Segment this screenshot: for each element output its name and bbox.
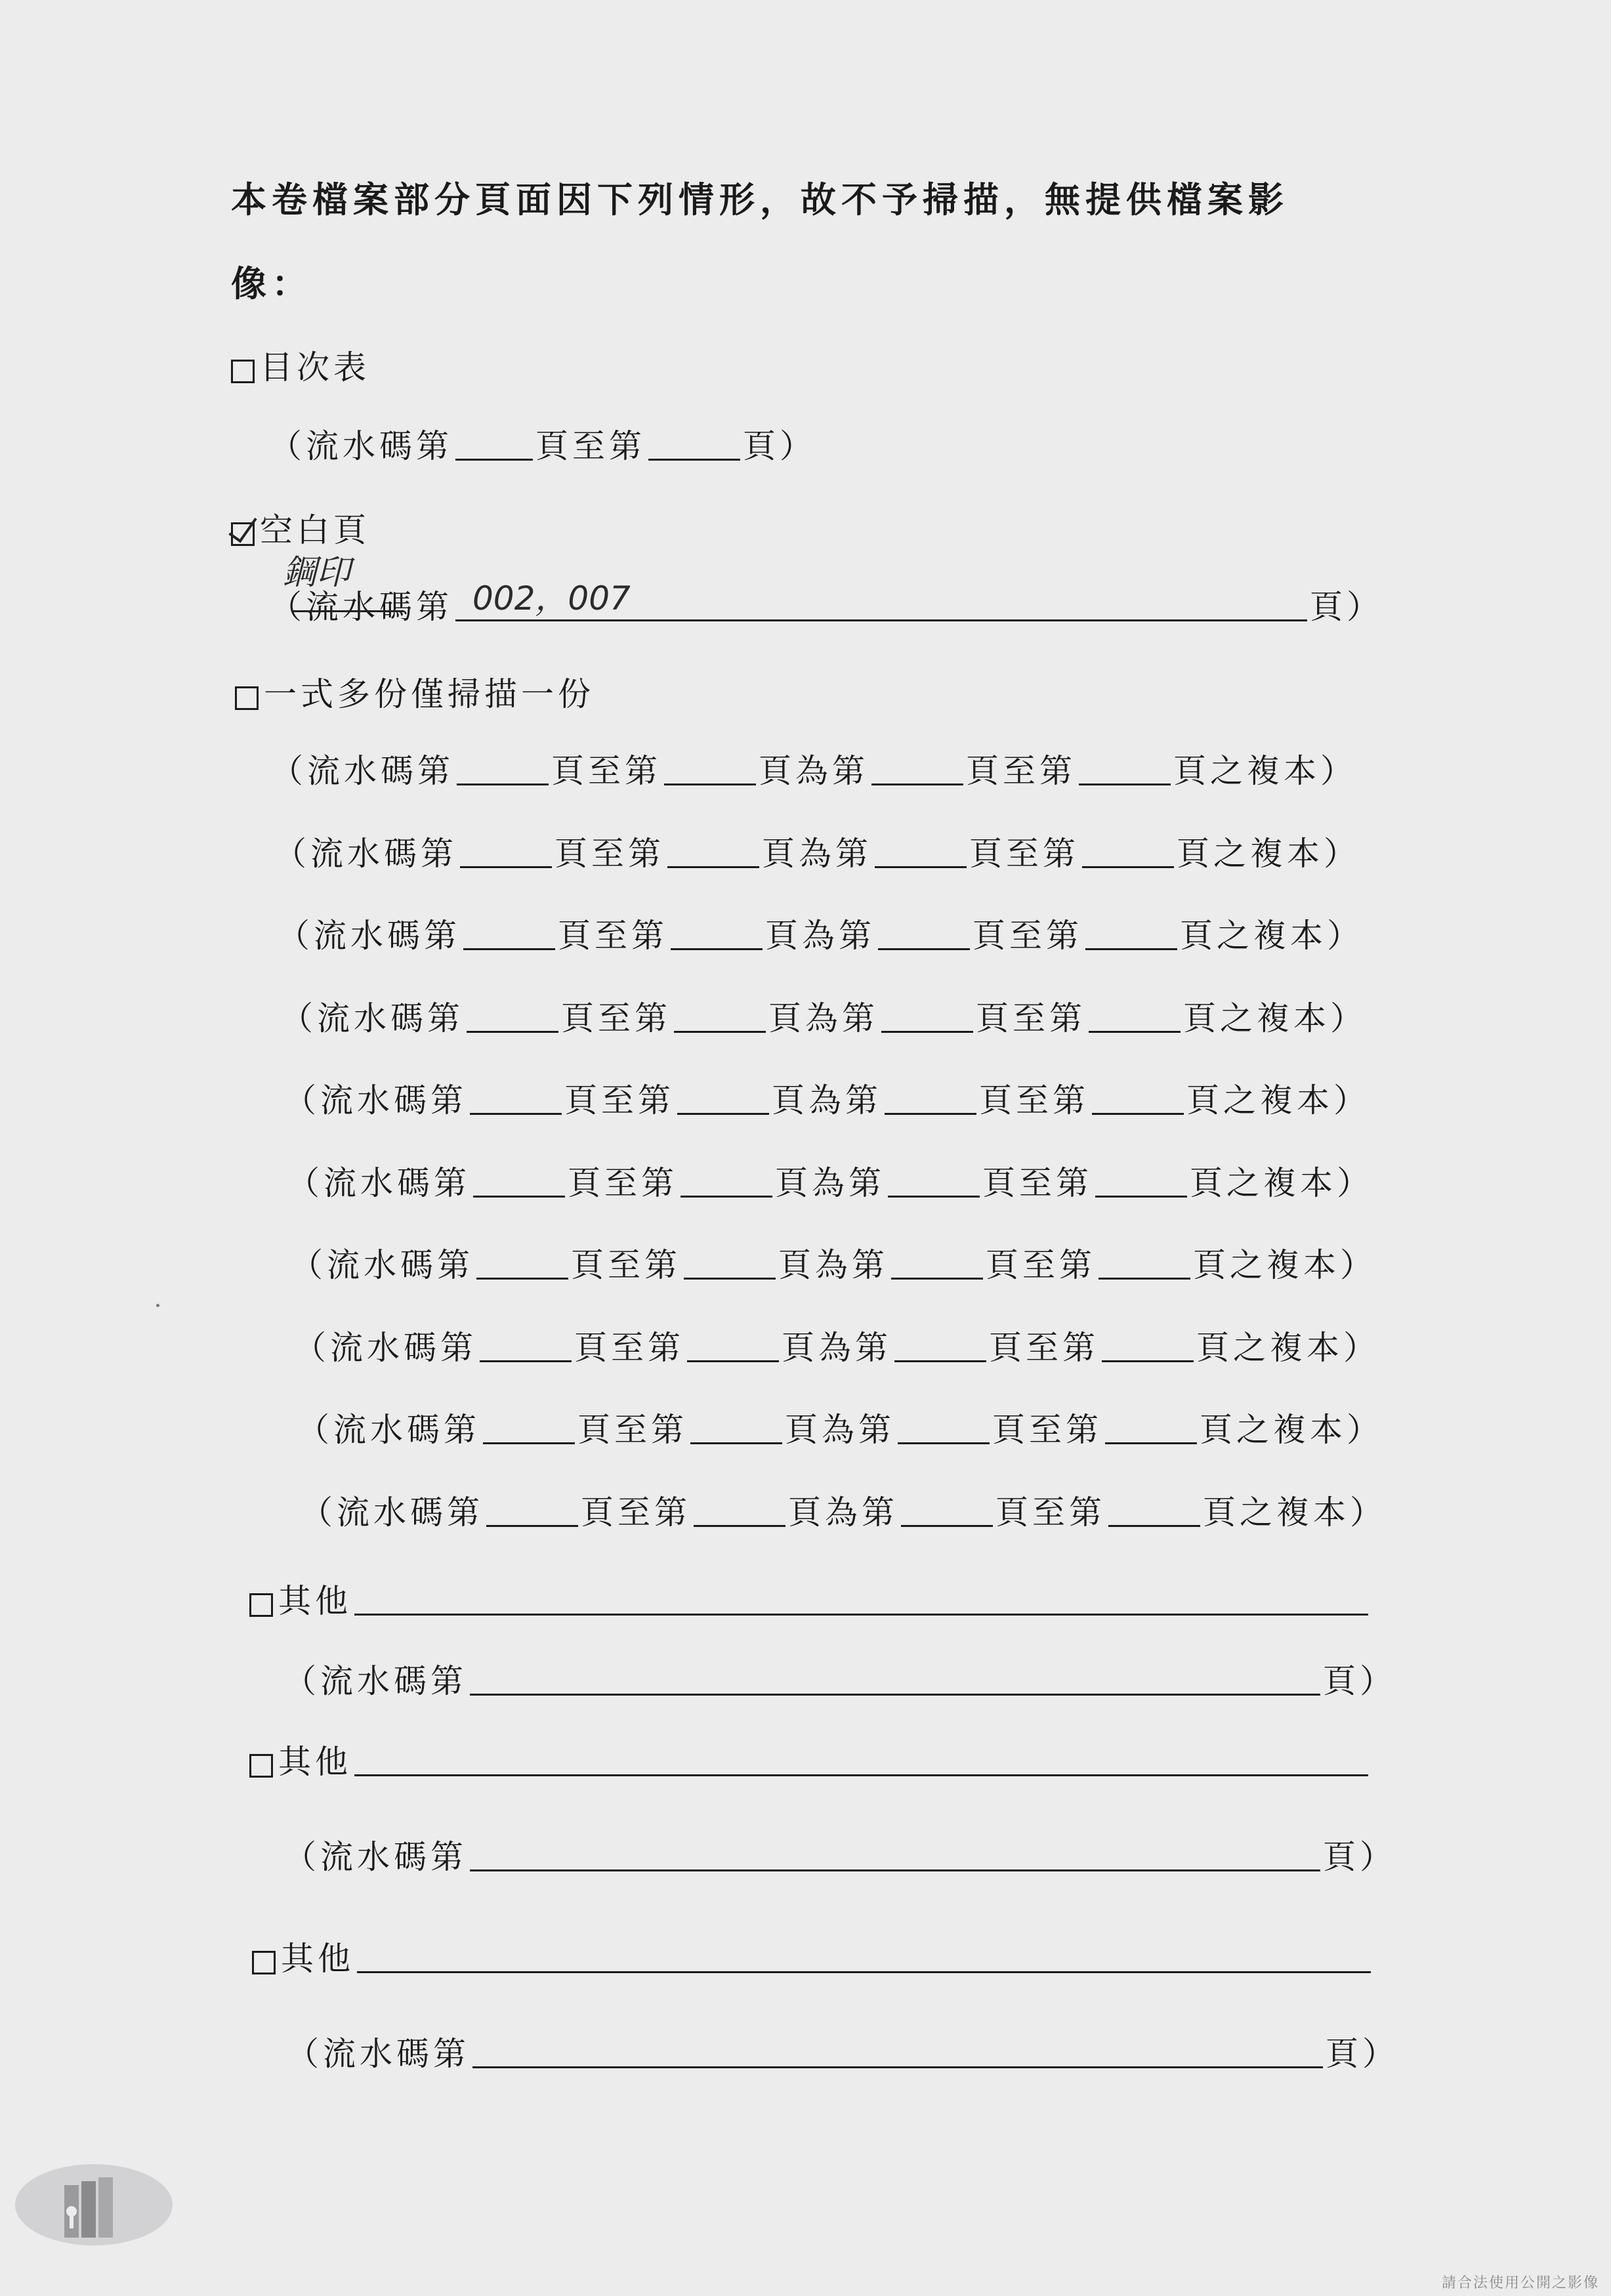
multi-copy-blank[interactable] [687, 1358, 779, 1362]
multi-copy-row-text: 頁之複本） [1173, 752, 1357, 790]
multi-copy-blank[interactable] [480, 1358, 572, 1362]
multi-copy-row-text: 頁為第 [765, 917, 875, 955]
multi-copy-row-text: 頁之複本） [1193, 1246, 1377, 1284]
multi-copy-row-text: 頁為第 [785, 1411, 895, 1449]
multi-copy-blank[interactable] [483, 1440, 575, 1444]
multi-copy-serial-row [293, 1322, 1380, 1369]
handwritten-value: 002，007 [472, 579, 631, 617]
other-blank-2[interactable] [354, 1772, 1368, 1776]
multi-copy-serial-row [290, 1239, 1377, 1286]
multi-copy-blank[interactable] [881, 1028, 973, 1033]
blank-page-label: 空白頁 [260, 511, 370, 549]
other-serial-end-3: 頁） [1326, 2035, 1399, 2073]
toc-from-blank[interactable] [455, 456, 533, 461]
other-blank-3[interactable] [357, 1969, 1371, 1973]
other-label-3: 其他 [281, 1940, 354, 1978]
other-serial-blank-1[interactable] [470, 1691, 1320, 1696]
other-item-1 [249, 1575, 1371, 1622]
multi-copy-blank[interactable] [460, 864, 552, 868]
multi-copy-serial-row [280, 992, 1367, 1039]
scan-speck [156, 1304, 159, 1307]
other-checkbox-1[interactable] [249, 1593, 273, 1617]
multi-copy-row-text: 頁為第 [762, 834, 872, 873]
multi-copy-row-text: （流水碼第 [300, 1493, 484, 1532]
other-label-1: 其他 [278, 1582, 352, 1620]
multi-copy-row-text: 頁至第 [995, 1493, 1106, 1532]
multi-copy-blank[interactable] [1092, 1110, 1184, 1115]
multi-copy-blank[interactable] [680, 1193, 772, 1198]
multi-copy-blank[interactable] [690, 1440, 782, 1444]
multi-copy-blank[interactable] [674, 1028, 766, 1033]
multi-copy-row-text: 頁之複本） [1186, 1081, 1370, 1119]
multi-copy-checkbox[interactable] [235, 686, 259, 710]
multi-copy-blank[interactable] [898, 1440, 990, 1444]
blank-page-serial-suffix: 第 [416, 588, 453, 626]
multi-copy-blank[interactable] [1098, 1275, 1190, 1280]
other-blank-1[interactable] [354, 1611, 1368, 1616]
multi-copy-row-text: 頁為第 [768, 999, 879, 1037]
multi-copy-row-text: 頁至第 [564, 1081, 675, 1119]
multi-copy-blank[interactable] [463, 946, 555, 950]
blank-page-serial-struck: 流水碼 [306, 588, 416, 626]
multi-copy-row-text: （流水碼第 [280, 999, 464, 1037]
toc-serial-prefix: （流水碼第 [269, 427, 453, 465]
multi-copy-blank[interactable] [1085, 946, 1177, 950]
multi-copy-row-text: 頁至第 [992, 1411, 1102, 1449]
multi-copy-row-text: 頁至第 [976, 999, 1086, 1037]
blank-page-checkbox[interactable] [231, 522, 255, 546]
toc-serial-end: 頁） [743, 427, 816, 465]
multi-copy-serial-row [277, 909, 1364, 957]
multi-copy-row-text: （流水碼第 [277, 917, 461, 955]
multi-copy-blank[interactable] [476, 1275, 568, 1280]
strike-through-line [292, 610, 404, 612]
multi-copy-row-text: 頁為第 [782, 1328, 892, 1367]
other-serial-end-1: 頁） [1323, 1662, 1396, 1700]
multi-copy-blank[interactable] [885, 1110, 976, 1115]
multi-copy-row-text: 頁至第 [568, 1163, 678, 1202]
multi-copy-blank[interactable] [1105, 1440, 1197, 1444]
other-serial-end-2: 頁） [1323, 1838, 1396, 1876]
footer-note: 請合法使用公開之影像 [1441, 2275, 1599, 2291]
multi-copy-blank[interactable] [470, 1110, 562, 1115]
multi-copy-label: 一式多份僅掃描一份 [264, 675, 595, 713]
toc-serial-mid: 頁至第 [535, 427, 646, 465]
other-serial-prefix-1: （流水碼第 [283, 1662, 467, 1700]
multi-copy-serial-row [297, 1404, 1383, 1451]
other-serial-line-2 [283, 1831, 1396, 1878]
multi-copy-row-text: （流水碼第 [297, 1411, 480, 1449]
multi-copy-row-text: （流水碼第 [287, 1163, 471, 1202]
multi-copy-row-text: （流水碼第 [283, 1081, 467, 1119]
multi-copy-row-text: 頁至第 [982, 1163, 1093, 1202]
multi-copy-blank[interactable] [871, 781, 963, 785]
multi-copy-row-text: 頁之複本） [1177, 834, 1360, 873]
multi-copy-row-text: 頁之複本） [1190, 1163, 1373, 1202]
blank-page-serial-open: （ [269, 588, 306, 626]
multi-copy-blank[interactable] [457, 781, 549, 785]
multi-copy-row-text: 頁至第 [989, 1328, 1099, 1367]
blank-page-serial-end: 頁） [1310, 588, 1383, 626]
multi-copy-row-text: 頁至第 [561, 999, 671, 1037]
multi-copy-blank[interactable] [684, 1275, 776, 1280]
multi-copy-blank[interactable] [473, 1193, 565, 1198]
multi-copy-serial-row [287, 1157, 1373, 1204]
multi-copy-row-text: 頁至第 [966, 752, 1076, 790]
other-checkbox-2[interactable] [249, 1754, 273, 1778]
multi-copy-blank[interactable] [901, 1522, 993, 1527]
multi-copy-serial-row [270, 745, 1357, 792]
multi-copy-row-text: 頁至第 [571, 1246, 681, 1284]
toc-item [231, 341, 370, 388]
multi-copy-blank[interactable] [667, 864, 759, 868]
multi-copy-blank[interactable] [1089, 1028, 1181, 1033]
other-serial-prefix-3: （流水碼第 [286, 2035, 470, 2073]
multi-copy-blank[interactable] [671, 946, 763, 950]
multi-copy-row-text: 頁為第 [788, 1493, 898, 1532]
multi-copy-blank[interactable] [1102, 1358, 1194, 1362]
multi-copy-row-text: 頁至第 [558, 917, 668, 955]
other-item-2 [249, 1736, 1371, 1783]
blank-page-serial-line [269, 581, 1383, 628]
multi-copy-row-text: 頁至第 [551, 752, 661, 790]
multi-copy-row-text: 頁為第 [759, 752, 869, 790]
multi-copy-row-text: 頁為第 [772, 1081, 882, 1119]
other-serial-blank-3[interactable] [472, 2064, 1323, 2068]
multi-copy-item [235, 668, 595, 715]
other-serial-blank-2[interactable] [470, 1867, 1320, 1871]
other-serial-line-3 [286, 2028, 1399, 2075]
multi-copy-blank[interactable] [694, 1522, 785, 1527]
multi-copy-row-text: 頁之複本） [1196, 1328, 1380, 1367]
multi-copy-row-text: （流水碼第 [290, 1246, 474, 1284]
multi-copy-row-text: 頁至第 [577, 1411, 688, 1449]
other-checkbox-3[interactable] [252, 1951, 276, 1974]
toc-serial-line [269, 420, 816, 467]
multi-copy-serial-row [300, 1486, 1387, 1534]
multi-copy-row-text: 頁之複本） [1203, 1493, 1387, 1532]
archive-logo-icon [12, 2159, 176, 2251]
multi-copy-row-text: 頁至第 [554, 834, 665, 873]
other-label-2: 其他 [278, 1743, 352, 1781]
multi-copy-blank[interactable] [894, 1358, 986, 1362]
multi-copy-serial-row [274, 827, 1360, 875]
other-serial-prefix-2: （流水碼第 [283, 1838, 467, 1876]
heading-line-1: 本卷檔案部分頁面因下列情形，故不予掃描，無提供檔案影 [231, 178, 1289, 220]
multi-copy-row-text: 頁至第 [973, 917, 1083, 955]
heading-line-2: 像： [231, 262, 312, 304]
multi-copy-row-text: （流水碼第 [293, 1328, 477, 1367]
other-item-3 [252, 1932, 1373, 1980]
multi-copy-blank[interactable] [1095, 1193, 1187, 1198]
multi-copy-blank[interactable] [1082, 864, 1174, 868]
multi-copy-blank[interactable] [486, 1522, 578, 1527]
multi-copy-row-text: 頁之複本） [1200, 1411, 1383, 1449]
multi-copy-row-text: 頁至第 [979, 1081, 1089, 1119]
multi-copy-blank[interactable] [1108, 1522, 1200, 1527]
multi-copy-row-text: 頁至第 [581, 1493, 691, 1532]
multi-copy-serial-row [283, 1074, 1370, 1121]
multi-copy-blank[interactable] [677, 1110, 769, 1115]
multi-copy-blank[interactable] [891, 1275, 983, 1280]
multi-copy-row-text: （流水碼第 [274, 834, 457, 873]
multi-copy-row-text: 頁之複本） [1183, 999, 1367, 1037]
multi-copy-row-text: 頁至第 [969, 834, 1079, 873]
multi-copy-row-text: 頁為第 [775, 1163, 885, 1202]
multi-copy-row-text: 頁為第 [778, 1246, 889, 1284]
multi-copy-blank[interactable] [664, 781, 756, 785]
multi-copy-blank[interactable] [467, 1028, 558, 1033]
multi-copy-row-text: 頁之複本） [1180, 917, 1364, 955]
multi-copy-row-text: （流水碼第 [270, 752, 454, 790]
toc-to-blank[interactable] [648, 456, 740, 461]
multi-copy-blank[interactable] [878, 946, 970, 950]
other-serial-line-1 [283, 1655, 1396, 1702]
handwritten-note: 鋼印 [282, 553, 351, 593]
toc-label: 目次表 [260, 348, 370, 386]
multi-copy-row-text: 頁至第 [574, 1328, 684, 1367]
multi-copy-blank[interactable] [888, 1193, 980, 1198]
multi-copy-row-text: 頁至第 [986, 1246, 1096, 1284]
multi-copy-blank[interactable] [875, 864, 967, 868]
toc-checkbox[interactable] [231, 360, 255, 383]
multi-copy-blank[interactable] [1079, 781, 1171, 785]
